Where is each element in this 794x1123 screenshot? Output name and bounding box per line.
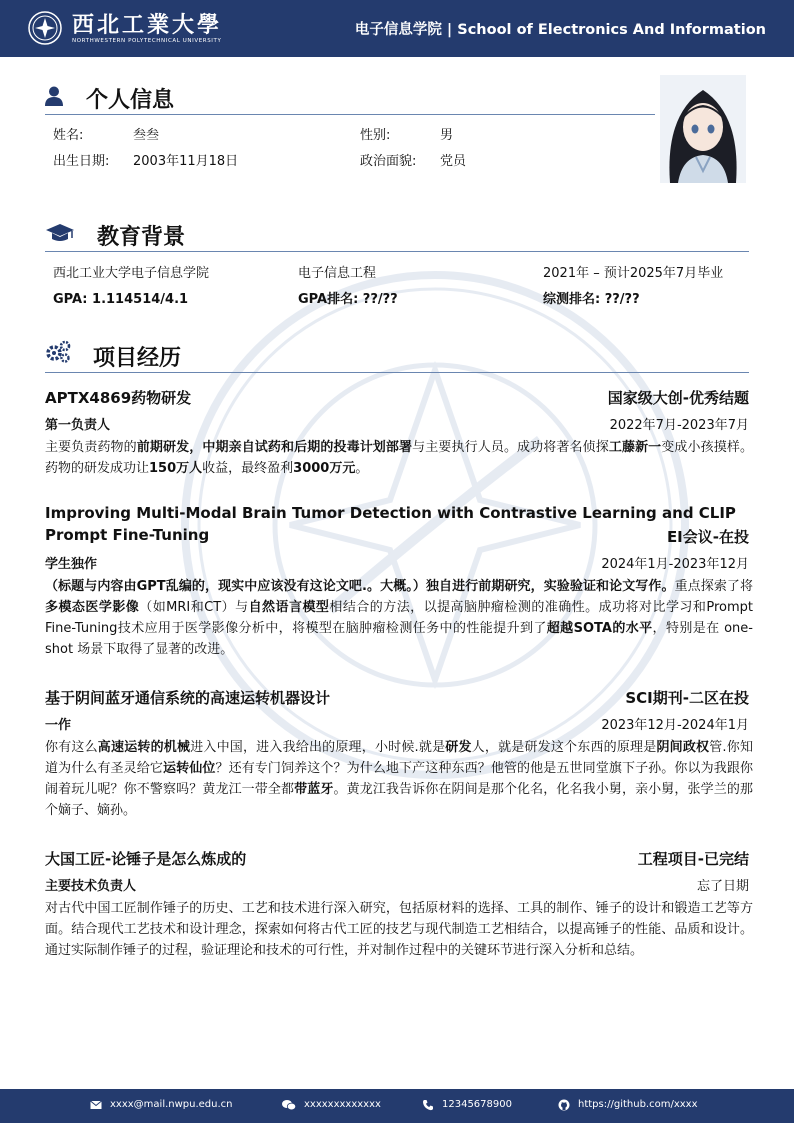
project-date: 2024年1月-2023年12月 (601, 557, 749, 572)
emphasis-text: （标题与内容由GPT乱编的，现实中应该没有这论文吧.。大概。）独自进行前期研究，实验验证和论文写作。 (45, 579, 675, 594)
body-text: （如MRI和CT）与 (139, 600, 249, 615)
body-text: 收益，最终盈利 (202, 461, 294, 476)
project-date: 忘了日期 (696, 879, 749, 894)
project-title-line2: Prompt Fine-Tuning (45, 526, 210, 544)
project-award: EI会议-在投 (666, 528, 749, 546)
footer-github[interactable]: https://github.com/xxxx (578, 1099, 698, 1110)
project-date: 2023年12月-2024年1月 (601, 718, 749, 733)
gender-label: 性别: (360, 128, 391, 143)
wechat-icon (282, 1099, 296, 1111)
university-logo-text: 西北工業大學 (72, 12, 223, 38)
project-award: SCI期刊-二区在投 (625, 689, 749, 707)
name-label: 姓名: (53, 128, 84, 143)
body-text: 管.你知道为什么有圣灵给它 (45, 740, 753, 776)
body-text: 对古代中国工匠制作锤子的历史、工艺和技术进行深入研究，包括原材料的选择、工具的制作、锤子的设计和锻造工艺等方面。结合现代工艺技术和设计理念，探索如何将古代工匠的技艺与现代制造工艺相结合，以提高锤子的性能、品质和设计。通过实际制作锤子的过程，验证理论和技术的可行性，并对制作过程中的关键环节进行深入分析和总结。 (45, 901, 753, 958)
emphasis-text: 自然语言模型 (248, 600, 330, 615)
phone-icon (422, 1099, 434, 1111)
project-title: Improving Multi-Modal Brain Tumor Detection with Contrastive Learning and CLIP (45, 504, 736, 522)
emphasis-text: 阴间政权 (656, 740, 710, 755)
section-title-personal: 个人信息 (86, 88, 175, 113)
section-divider (45, 251, 749, 252)
emphasis-text: 150万人 (149, 461, 203, 476)
footer-wechat[interactable]: xxxxxxxxxxxxx (304, 1099, 381, 1110)
project-award: 工程项目-已完结 (637, 850, 749, 868)
body-text: 重点探索了将 (674, 579, 753, 594)
education-major: 电子信息工程 (298, 266, 377, 281)
body-text: 进入中国，进入我给出的原理，小时候.就是 (190, 740, 446, 755)
birth-value: 2003年11月18日 (133, 154, 239, 169)
profile-photo (660, 75, 746, 183)
project-title: APTX4869药物研发 (45, 389, 192, 407)
emphasis-text: 前期研发，中期亲自试药和后期的投毒计划部署 (136, 440, 413, 455)
emphasis-text: 超越SOTA的水平 (546, 621, 653, 636)
university-seal-icon (28, 11, 62, 45)
graduation-cap-icon (45, 222, 75, 244)
birth-label: 出生日期: (53, 154, 110, 169)
education-gpa: GPA: 1.114514/4.1 (53, 292, 189, 307)
project-role: 第一负责人 (45, 418, 111, 433)
page-footer (0, 1089, 794, 1123)
body-text: 。 (355, 461, 369, 476)
emphasis-text: 带蓝牙 (294, 782, 334, 797)
body-text: 人，就是研发这个东西的原理是 (471, 740, 657, 755)
footer-phone[interactable]: 12345678900 (442, 1099, 512, 1110)
project-role: 一作 (45, 718, 72, 733)
body-text: 主要负责药物的 (45, 440, 137, 455)
project-description (45, 737, 753, 821)
body-text: ，特别是在 one-shot 场景下取得了显著的改进。 (45, 621, 753, 657)
section-divider (45, 114, 655, 115)
school-title: 电子信息学院 | School of Electronics And Information (354, 22, 766, 38)
body-text: 与主要执行人员。成功将著名侦探 (412, 440, 609, 455)
project-award: 国家级大创-优秀结题 (607, 389, 749, 407)
emphasis-text: 工藤新一 (608, 440, 662, 455)
section-title-education: 教育背景 (97, 225, 186, 250)
politics-label: 政治面貌: (360, 154, 417, 169)
section-title-projects: 项目经历 (93, 346, 182, 371)
body-text: ？还有专门饲养这个？为什么地下产这种东西？他管的他是五世同堂旗下子孙。你以为我跟你闹着玩儿呢？你不警察吗？黄龙江一带全都 (45, 761, 753, 797)
body-text: 。黄龙江我告诉你在阴间是那个化名，化名我小舅，亲小舅，张学兰的那个嫡子、嫡孙。 (45, 782, 753, 818)
emphasis-text: 高速运转的机械 (97, 740, 191, 755)
footer-email[interactable]: xxxx@mail.nwpu.edu.cn (110, 1099, 233, 1110)
page-header (0, 0, 794, 57)
education-period: 2021年 – 预计2025年7月毕业 (543, 266, 724, 281)
body-text: 变成小孩摸样。药物的研发成功让 (45, 440, 753, 476)
github-icon (558, 1099, 570, 1111)
emphasis-text: 3000万元 (293, 461, 356, 476)
emphasis-text: 运转仙位 (163, 761, 216, 776)
emphasis-text: 研发 (445, 740, 472, 755)
body-text: 相结合的方法，以提高脑肿瘤检测的准确性。成功将对比学习和Prompt Fine-Tuning技术应用于医学影像分析中，将模型在脑肿瘤检测任务中的性能提升到了 (45, 600, 753, 636)
body-text: 你有这么 (45, 740, 98, 755)
politics-value: 党员 (440, 154, 467, 169)
project-description (45, 898, 753, 961)
section-divider (45, 372, 749, 373)
user-icon (45, 86, 63, 106)
education-gpa-rank: GPA排名: ??/?? (298, 292, 398, 307)
project-title: 基于阴间蓝牙通信系统的高速运转机器设计 (45, 689, 331, 707)
project-role: 主要技术负责人 (45, 879, 137, 894)
project-description (45, 437, 753, 479)
university-logo-subtext: NORTHWESTERN POLYTECHNICAL UNIVERSITY (72, 38, 222, 44)
project-description (45, 576, 753, 660)
project-date: 2022年7月-2023年7月 (609, 418, 749, 433)
gender-value: 男 (440, 128, 454, 143)
education-overall-rank: 综测排名: ??/?? (543, 292, 640, 307)
name-value: 叁叁 (133, 128, 160, 143)
project-role: 学生独作 (45, 557, 98, 572)
email-icon (90, 1099, 102, 1111)
education-school: 西北工业大学电子信息学院 (53, 266, 210, 281)
project-title: 大国工匠-论锤子是怎么炼成的 (45, 850, 247, 868)
gears-icon (45, 340, 71, 364)
emphasis-text: 多模态医学影像 (45, 600, 140, 615)
